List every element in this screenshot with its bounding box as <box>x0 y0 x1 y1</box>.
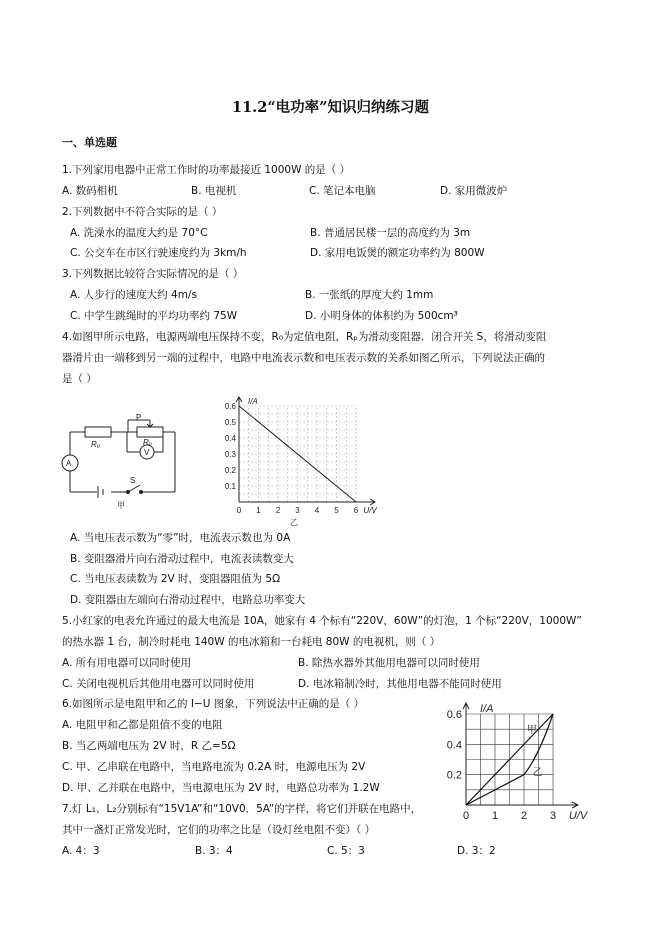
q4-stem-line1: 4.如图甲所示电路，电源两端电压保持不变，R₀为定值电阻，Rₚ为滑动变阻器．闭合开关 S，将滑动变阻 <box>62 331 547 343</box>
q1-option-c: C. 笔记本电脑 <box>309 185 376 197</box>
q5-option-b: B. 除热水器外其他用电器可以同时使用 <box>298 657 480 669</box>
q1-option-d: D. 家用微波炉 <box>440 185 508 197</box>
x-tick-label: 0 <box>236 506 242 515</box>
q7-option-c: C. 5：3 <box>327 845 365 857</box>
q4-stem-line3: 是（ ） <box>62 373 97 385</box>
q2-stem: 2.下列数据中不符合实际的是（ ） <box>62 206 223 218</box>
q4-option-b: B. 变阻器滑片向右滑动过程中，电流表读数变大 <box>70 553 294 565</box>
q4-circuit-diagram <box>55 412 185 512</box>
x-tick-label: 2 <box>275 506 281 515</box>
q5-option-d: D. 电冰箱制冷时，其他用电器不能同时使用 <box>298 678 502 690</box>
resistor-r0 <box>85 427 111 437</box>
q4-option-d: D. 变阻器由左端向右滑动过程中，电路总功率变大 <box>70 594 306 606</box>
x-tick-label: 1 <box>256 506 261 515</box>
q6-option-c: C. 甲、乙串联在电路中，当电路电流为 0.2A 时，电源电压为 2V <box>62 761 366 773</box>
y-tick-label: 0.6 <box>446 709 462 721</box>
q5-stem-line2: 的热水器 1 台，制冷时耗电 140W 的电冰箱和一台耗电 80W 的电视机，则（ ） <box>62 636 441 648</box>
q7-stem-line1: 7.灯 L₁、L₂分别标有“15V1A”和“10V0．5A”的字样，将它们并联在电路中， <box>62 803 422 815</box>
x-tick-label: 1 <box>491 810 499 822</box>
y-tick-label: 0.4 <box>446 739 462 752</box>
label-s: S <box>130 476 136 485</box>
q6-stem: 6.如图所示是电阻甲和乙的 I−U 图象，下列说法中正确的是（ ） <box>62 698 365 710</box>
x-tick-label: 3 <box>295 506 300 515</box>
q2-option-a: A. 洗澡水的温度大约是 70°C <box>70 227 208 239</box>
y-tick-label: 0.3 <box>225 450 236 459</box>
y-tick-label: 0.2 <box>446 769 462 782</box>
y-tick-label: 0.6 <box>225 402 236 411</box>
q5-option-a: A. 所有用电器可以同时使用 <box>62 657 192 669</box>
y-tick-label: 0.5 <box>225 418 236 427</box>
label-r0: R₀ <box>91 440 101 449</box>
resistor-rp <box>137 427 163 437</box>
x-tick-label: 2 <box>520 810 528 822</box>
q1-option-b: B. 电视机 <box>191 185 237 197</box>
graph-caption: 乙 <box>290 518 298 527</box>
q7-option-b: B. 3：4 <box>195 845 233 857</box>
q6-iu-graph <box>438 700 598 822</box>
section-heading: 一、单选题 <box>62 136 117 149</box>
q3-option-d: D. 小明身体的体积约为 500cm³ <box>305 310 458 322</box>
label-p: P <box>136 413 142 422</box>
x-axis-label: U/V <box>363 506 377 515</box>
q7-stem-line2: 其中一盏灯正常发光时，它们的功率之比是（设灯丝电阻不变）（ ） <box>62 824 376 836</box>
y-axis-label: I/A <box>248 397 258 406</box>
q2-option-b: B. 普通居民楼一层的高度约为 3m <box>310 227 471 239</box>
q2-option-d: D. 家用电饭煲的额定功率约为 800W <box>310 247 485 259</box>
q3-stem: 3.下列数据比较符合实际情况的是（ ） <box>62 268 244 280</box>
q7-option-a: A. 4：3 <box>62 845 100 857</box>
x-tick-label: 5 <box>334 506 339 515</box>
x-tick-label: 6 <box>353 506 359 515</box>
x-tick-label: 3 <box>549 810 557 822</box>
q1-option-a: A. 数码相机 <box>62 185 118 197</box>
x-tick-label: 4 <box>314 506 320 515</box>
x-tick-label: 0 <box>462 810 470 822</box>
q7-option-d: D. 3：2 <box>457 845 496 857</box>
q5-option-c: C. 关闭电视机后其他用电器可以同时使用 <box>62 678 255 690</box>
q3-option-b: B. 一张纸的厚度大约 1mm <box>305 289 434 301</box>
q6-option-b: B. 当乙两端电压为 2V 时，R 乙=5Ω <box>62 740 236 752</box>
series-jia-label: 甲 <box>526 725 537 737</box>
series-yi-label: 乙 <box>532 767 543 779</box>
q4-stem-line2: 器滑片由一端移到另一端的过程中，电路中电流表示数和电压表示数的关系如图乙所示，下列说法正确的 <box>62 352 545 364</box>
q3-option-a: A. 人步行的速度大约 4m/s <box>70 289 197 301</box>
q5-stem-line1: 5.小红家的电表允许通过的最大电流是 10A，她家有 4 个标有“220V，60W”的灯泡，1 个标“220V，1000W” <box>62 615 582 627</box>
label-ammeter: A <box>66 459 72 468</box>
q6-option-d: D. 甲、乙并联在电路中，当电源电压为 2V 时，电路总功率为 1.2W <box>62 782 380 794</box>
q3-option-c: C. 中学生跳绳时的平均功率约 75W <box>70 310 238 322</box>
y-tick-label: 0.2 <box>225 466 236 475</box>
q2-option-c: C. 公交车在市区行驶速度约为 3km/h <box>70 247 247 259</box>
label-fig-jia: 甲 <box>117 501 125 510</box>
y-tick-label: 0.4 <box>225 434 236 443</box>
q1-stem: 1.下列家用电器中正常工作时的功率最接近 1000W 的是（ ） <box>62 164 351 176</box>
q6-option-a: A. 电阻甲和乙都是阻值不变的电阻 <box>62 719 223 731</box>
switch <box>128 485 140 492</box>
y-axis-label: I/A <box>480 703 494 715</box>
q4-option-c: C. 当电压表读数为 2V 时，变阻器阻值为 5Ω <box>70 573 281 585</box>
q4-option-a: A. 当电压表示数为“零”时，电流表示数也为 0A <box>70 532 291 544</box>
q4-iu-graph <box>225 392 385 528</box>
y-tick-label: 0.1 <box>225 482 236 491</box>
label-voltmeter: V <box>144 448 150 457</box>
label-rp: Rₚ <box>143 438 153 447</box>
page-title: 11.2“电功率”知识归纳练习题 <box>232 99 429 116</box>
x-axis-label: U/V <box>568 810 588 822</box>
